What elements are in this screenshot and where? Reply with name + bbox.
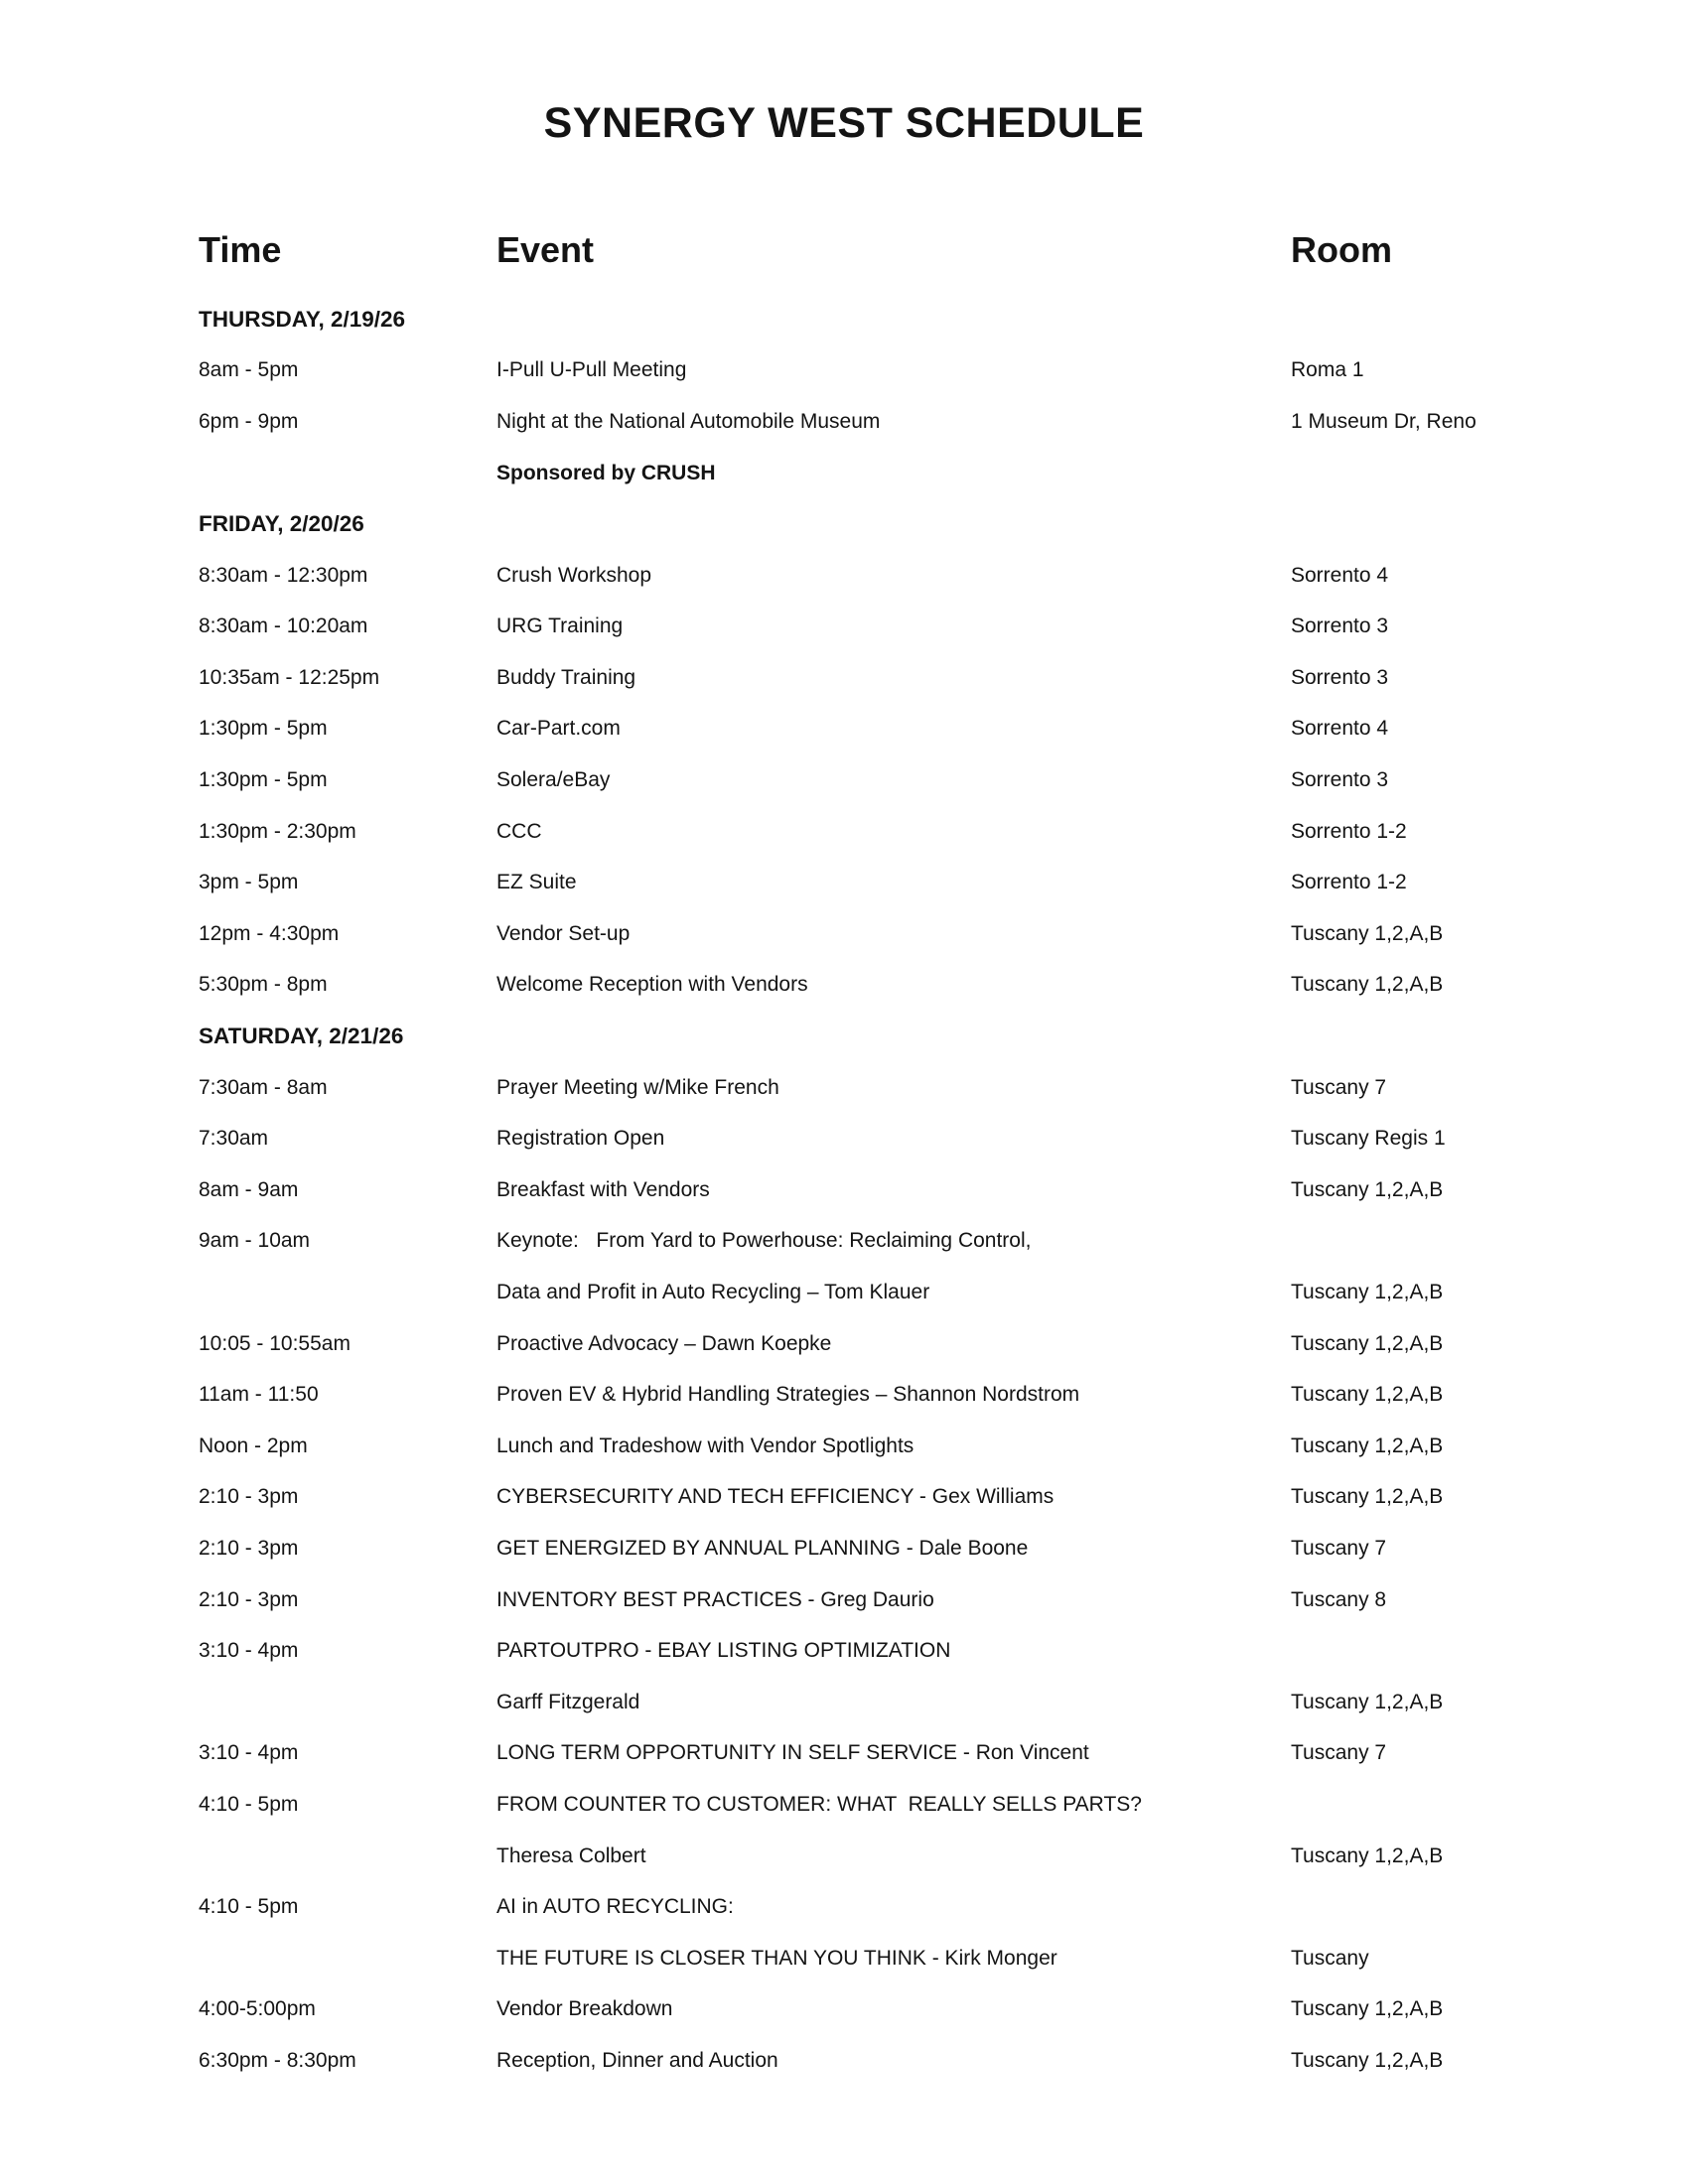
column-header-time: Time: [199, 229, 282, 270]
time-cell: 6pm - 9pm: [199, 409, 299, 433]
room-cell: Tuscany 7: [1291, 1741, 1387, 1765]
event-cell: Data and Profit in Auto Recycling – Tom Klauer: [496, 1281, 930, 1303]
table-row: [199, 1267, 1628, 1318]
column-header-room: Room: [1291, 229, 1392, 270]
time-cell: 7:30am: [199, 1127, 269, 1151]
event-cell: FROM COUNTER TO CUSTOMER: WHAT REALLY SELLS PARTS?: [496, 1792, 1142, 1816]
table-row: [199, 1062, 1628, 1114]
time-cell: 9am - 10am: [199, 1229, 311, 1253]
day-header-label: SATURDAY, 2/21/26: [199, 1024, 404, 1049]
time-cell: 2:10 - 3pm: [199, 1485, 299, 1509]
table-row: [199, 754, 1628, 806]
table-row: [199, 806, 1628, 858]
table-row: [199, 602, 1628, 653]
event-cell: Proactive Advocacy – Dawn Koepke: [496, 1331, 832, 1355]
event-cell: EZ Suite: [496, 871, 577, 894]
time-cell: 3pm - 5pm: [199, 871, 299, 894]
room-cell: Tuscany 1,2,A,B: [1291, 1177, 1444, 1201]
event-cell: LONG TERM OPPORTUNITY IN SELF SERVICE - Ron Vincent: [496, 1741, 1089, 1765]
table-row: [199, 960, 1628, 1012]
event-cell: Vendor Breakdown: [496, 1997, 673, 2021]
table-row: [199, 1574, 1628, 1626]
time-cell: 1:30pm - 5pm: [199, 768, 328, 792]
table-row: [199, 1318, 1628, 1370]
room-cell: Sorrento 3: [1291, 768, 1389, 792]
room-cell: Tuscany 1,2,A,B: [1291, 1281, 1444, 1303]
event-cell: Proven EV & Hybrid Handling Strategies – Shannon Nordstrom: [496, 1383, 1080, 1407]
day-header-row-thursday: [199, 294, 1628, 345]
time-cell: Noon - 2pm: [199, 1433, 308, 1457]
time-cell: 8am - 9am: [199, 1177, 299, 1201]
room-cell: Tuscany: [1291, 1946, 1369, 1970]
room-cell: Tuscany 1,2,A,B: [1291, 1331, 1444, 1355]
table-row: [199, 1164, 1628, 1216]
room-cell: Tuscany 1,2,A,B: [1291, 1843, 1444, 1867]
event-cell: AI in AUTO RECYCLING:: [496, 1895, 734, 1919]
table-row: [199, 858, 1628, 909]
time-cell: 3:10 - 4pm: [199, 1639, 299, 1663]
time-cell: 7:30am - 8am: [199, 1075, 328, 1099]
day-header-row-friday: [199, 498, 1628, 550]
event-cell: Vendor Set-up: [496, 921, 631, 945]
event-cell: INVENTORY BEST PRACTICES - Greg Daurio: [496, 1587, 934, 1611]
room-cell: Tuscany 1,2,A,B: [1291, 1433, 1444, 1457]
event-cell: Garff Fitzgerald: [496, 1690, 640, 1713]
event-cell: Buddy Training: [496, 665, 636, 689]
room-cell: 1 Museum Dr, Reno: [1291, 409, 1477, 433]
event-cell: URG Training: [496, 614, 624, 638]
room-cell: Tuscany 1,2,A,B: [1291, 1485, 1444, 1509]
event-cell: I-Pull U-Pull Meeting: [496, 358, 687, 382]
table-row: [199, 1472, 1628, 1524]
time-cell: 2:10 - 3pm: [199, 1587, 299, 1611]
table-row: [199, 1831, 1628, 1882]
sponsor-row: [199, 448, 1628, 499]
day-header-label: FRIDAY, 2/20/26: [199, 511, 364, 537]
column-header-event: Event: [496, 229, 595, 270]
time-cell: 10:05 - 10:55am: [199, 1331, 351, 1355]
time-cell: 11am - 11:50: [199, 1383, 319, 1407]
room-cell: Tuscany 1,2,A,B: [1291, 1690, 1444, 1713]
time-cell: 4:10 - 5pm: [199, 1792, 299, 1816]
table-row: [199, 1728, 1628, 1780]
event-cell: Sponsored by CRUSH: [496, 461, 716, 484]
page-title: SYNERGY WEST SCHEDULE: [543, 99, 1145, 147]
room-cell: Sorrento 1-2: [1291, 819, 1407, 843]
time-cell: 12pm - 4:30pm: [199, 921, 340, 945]
room-cell: Tuscany 1,2,A,B: [1291, 2048, 1444, 2072]
room-cell: Sorrento 3: [1291, 665, 1389, 689]
time-cell: 2:10 - 3pm: [199, 1536, 299, 1560]
table-row: [199, 1677, 1628, 1728]
time-cell: 10:35am - 12:25pm: [199, 665, 380, 689]
time-cell: 1:30pm - 2:30pm: [199, 819, 356, 843]
time-cell: 1:30pm - 5pm: [199, 717, 328, 741]
table-row: [199, 1421, 1628, 1472]
room-cell: Tuscany 1,2,A,B: [1291, 973, 1444, 997]
time-cell: 3:10 - 4pm: [199, 1741, 299, 1765]
time-cell: 6:30pm - 8:30pm: [199, 2048, 356, 2072]
table-row: [199, 704, 1628, 755]
table-row: [199, 550, 1628, 602]
time-cell: 4:00-5:00pm: [199, 1997, 316, 2021]
column-header-row: [199, 229, 1628, 271]
table-row: [199, 1984, 1628, 2036]
event-cell: Theresa Colbert: [496, 1843, 646, 1867]
room-cell: Tuscany 1,2,A,B: [1291, 921, 1444, 945]
schedule-table: [199, 294, 1628, 2087]
table-row: [199, 1881, 1628, 1933]
table-row: [199, 1523, 1628, 1574]
table-row: [199, 1779, 1628, 1831]
room-cell: Tuscany 1,2,A,B: [1291, 1997, 1444, 2021]
day-header-label: THURSDAY, 2/19/26: [199, 306, 406, 332]
day-header-row-saturday: [199, 1011, 1628, 1062]
event-cell: GET ENERGIZED BY ANNUAL PLANNING - Dale Boone: [496, 1536, 1029, 1560]
room-cell: Tuscany 7: [1291, 1536, 1387, 1560]
time-cell: 8am - 5pm: [199, 358, 299, 382]
event-cell: Prayer Meeting w/Mike French: [496, 1075, 779, 1099]
time-cell: 4:10 - 5pm: [199, 1895, 299, 1919]
room-cell: Sorrento 4: [1291, 563, 1389, 587]
room-cell: Tuscany 7: [1291, 1075, 1387, 1099]
event-cell: Night at the National Automobile Museum: [496, 409, 881, 433]
room-cell: Sorrento 4: [1291, 717, 1389, 741]
table-row: [199, 345, 1628, 397]
event-cell: Welcome Reception with Vendors: [496, 973, 808, 997]
table-row: [199, 1625, 1628, 1677]
room-cell: Roma 1: [1291, 358, 1364, 382]
event-cell: Keynote: From Yard to Powerhouse: Reclaiming Control,: [496, 1229, 1032, 1253]
table-row: [199, 1369, 1628, 1421]
event-cell: Crush Workshop: [496, 563, 652, 587]
event-cell: Solera/eBay: [496, 768, 611, 792]
time-cell: 5:30pm - 8pm: [199, 973, 328, 997]
event-cell: Registration Open: [496, 1127, 665, 1151]
table-row: [199, 2035, 1628, 2087]
event-cell: THE FUTURE IS CLOSER THAN YOU THINK - Kirk Monger: [496, 1946, 1057, 1970]
table-row: [199, 396, 1628, 448]
event-cell: PARTOUTPRO - EBAY LISTING OPTIMIZATION: [496, 1639, 951, 1663]
event-cell: Breakfast with Vendors: [496, 1177, 710, 1201]
table-row: [199, 908, 1628, 960]
event-cell: CCC: [496, 819, 542, 843]
table-row: [199, 1114, 1628, 1165]
time-cell: 8:30am - 10:20am: [199, 614, 368, 638]
event-cell: CYBERSECURITY AND TECH EFFICIENCY - Gex Williams: [496, 1485, 1055, 1509]
room-cell: Tuscany Regis 1: [1291, 1127, 1446, 1151]
room-cell: Sorrento 1-2: [1291, 871, 1407, 894]
room-cell: Tuscany 8: [1291, 1587, 1387, 1611]
room-cell: Tuscany 1,2,A,B: [1291, 1383, 1444, 1407]
table-row: [199, 652, 1628, 704]
event-cell: Reception, Dinner and Auction: [496, 2048, 778, 2072]
table-row: [199, 1216, 1628, 1268]
event-cell: Car-Part.com: [496, 717, 621, 741]
table-row: [199, 1933, 1628, 1984]
time-cell: 8:30am - 12:30pm: [199, 563, 368, 587]
event-cell: Lunch and Tradeshow with Vendor Spotlights: [496, 1433, 914, 1457]
room-cell: Sorrento 3: [1291, 614, 1389, 638]
